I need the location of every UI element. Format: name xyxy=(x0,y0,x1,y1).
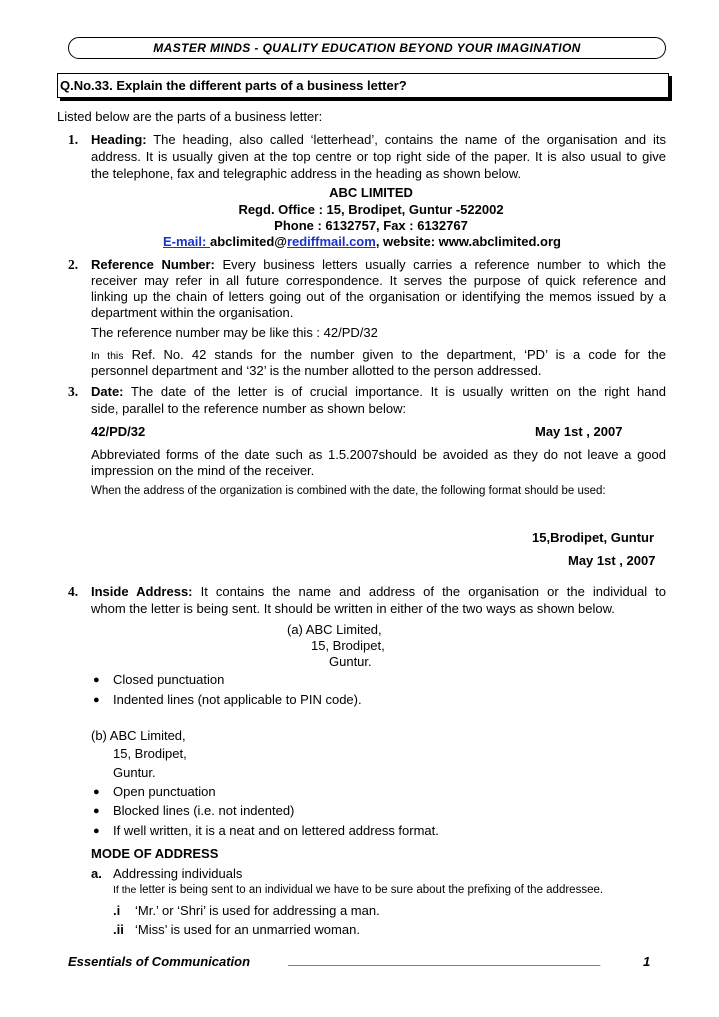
address-b-bullet-1: Open punctuation xyxy=(113,784,216,799)
date-ref-example: 42/PD/32 xyxy=(91,424,146,439)
section-4-text: It contains the name and address of the organisation or the individual to xyxy=(200,584,666,599)
item-ii-label: .ii xyxy=(113,922,124,937)
letterhead-phone: Phone : 6132757, Fax : 6132767 xyxy=(274,218,468,233)
section-3-para-3: When the address of the organization is combined with the date, the following format should be used: xyxy=(91,485,606,497)
email-label[interactable]: E-mail: xyxy=(163,234,210,249)
item-i-label: .i xyxy=(113,903,121,918)
item-i-text: ‘Mr.’ or ‘Shri’ is used for addressing a man. xyxy=(135,903,380,918)
section-4-number: 4. xyxy=(68,584,79,599)
in-this-text: In this xyxy=(91,350,124,362)
section-3-para-2-line-1: Abbreviated forms of the date such as 1.5.2007should be avoided as they do not leave a good xyxy=(91,447,666,462)
address-a-bullet-1: Closed punctuation xyxy=(113,672,225,687)
email-domain-link[interactable]: rediffmail.com xyxy=(286,234,376,249)
section-3-number: 3. xyxy=(68,384,79,399)
sub-a-label: a. xyxy=(91,866,102,881)
section-1-title: Heading: xyxy=(91,132,147,147)
section-1-line-3: the telephone, fax and telegraphic address in the heading as shown below. xyxy=(91,166,522,181)
address-b-bullet-2: Blocked lines (i.e. not indented) xyxy=(113,803,295,818)
address-a-line-3: Guntur. xyxy=(329,654,372,669)
letterhead-office: Regd. Office : 15, Brodipet, Guntur -522002 xyxy=(238,202,504,217)
letterhead-company: ABC LIMITED xyxy=(329,185,413,200)
sub-a-text: Addressing individuals xyxy=(113,866,243,881)
question-heading: Q.No.33. Explain the different parts of a business letter? xyxy=(57,73,669,98)
section-2-line-4: department within the organisation. xyxy=(91,305,294,320)
section-3-text: The date of the letter is of crucial importance. It is usually written on the right hand xyxy=(130,384,666,399)
mode-of-address-heading: MODE OF ADDRESS xyxy=(91,846,219,861)
section-1-line-1 xyxy=(91,131,666,148)
section-2-text: Every business letters usually carries a reference number to which the xyxy=(222,257,666,272)
section-2-para-3-text: Ref. No. 42 stands for the number given to the department, ‘PD’ is a code for the xyxy=(131,347,666,362)
footer-rule: _______________________________________________ xyxy=(288,952,600,967)
bullet-icon: ● xyxy=(93,825,100,837)
bullet-icon: ● xyxy=(93,674,100,686)
section-1-line-2: address. It is usually given at the top centre or top right side of the paper. It is also usual to give xyxy=(91,149,666,164)
section-3-title: Date: xyxy=(91,384,124,399)
header-banner: MASTER MINDS - QUALITY EDUCATION BEYOND YOUR IMAGINATION xyxy=(68,37,666,59)
section-3-para-2-line-2: impression on the mind of the receiver. xyxy=(91,463,315,478)
section-2-line-3: linking up the chain of letters going out of the organisation or identifying the memos issued by a xyxy=(91,289,666,304)
address-b-line-1: (b) ABC Limited, xyxy=(91,728,186,743)
bullet-icon: ● xyxy=(93,786,100,798)
intro-text: Listed below are the parts of a business letter: xyxy=(57,109,323,124)
address-b-line-3: Guntur. xyxy=(113,765,156,780)
address-date-example: May 1st , 2007 xyxy=(568,553,656,568)
address-b-line-2: 15, Brodipet, xyxy=(113,746,187,761)
address-a-line-1: (a) ABC Limited, xyxy=(287,622,382,637)
website-text: , website: www.abclimited.org xyxy=(375,234,561,249)
sub-a-note-text: letter is being sent to an individual we have to be sure about the prefixing of the addressee. xyxy=(139,884,604,896)
reference-example: The reference number may be like this : 42/PD/32 xyxy=(91,325,378,340)
section-4-title: Inside Address: xyxy=(91,584,193,599)
footer-title: Essentials of Communication xyxy=(68,954,251,969)
email-user: abclimited@ xyxy=(209,234,287,249)
address-example: 15,Brodipet, Guntur xyxy=(532,530,655,545)
address-b-bullet-3: If well written, it is a neat and on lettered address format. xyxy=(113,823,439,838)
section-2-number: 2. xyxy=(68,257,79,272)
letterhead-contact xyxy=(163,233,561,250)
address-a-line-2: 15, Brodipet, xyxy=(311,638,385,653)
if-the-text: If the xyxy=(113,884,137,896)
page-number: 1 xyxy=(643,954,651,969)
section-2-para-3-line-2: personnel department and ‘32’ is the number allotted to the person addressed. xyxy=(91,363,542,378)
section-4-line-1 xyxy=(91,583,666,600)
bullet-icon: ● xyxy=(93,805,100,817)
section-2-title: Reference Number: xyxy=(91,257,215,272)
address-a-bullet-2: Indented lines (not applicable to PIN code). xyxy=(113,692,362,707)
section-2-line-1 xyxy=(91,256,666,273)
section-4-line-2: whom the letter is being sent. It should be written in either of the two ways as shown below. xyxy=(91,601,615,616)
section-3-line-2: side, parallel to the reference number as shown below: xyxy=(91,401,407,416)
section-3-line-1 xyxy=(91,383,666,400)
section-2-line-2: receiver may refer in all future correspondence. It serves the purpose of quick reference and xyxy=(91,273,666,288)
sub-a-note xyxy=(113,882,603,899)
section-1-number: 1. xyxy=(68,132,79,147)
item-ii-text: ‘Miss’ is used for an unmarried woman. xyxy=(135,922,360,937)
date-example: May 1st , 2007 xyxy=(535,424,623,439)
bullet-icon: ● xyxy=(93,694,100,706)
section-1-text: The heading, also called ‘letterhead’, contains the name of the organisation and its xyxy=(153,132,666,147)
